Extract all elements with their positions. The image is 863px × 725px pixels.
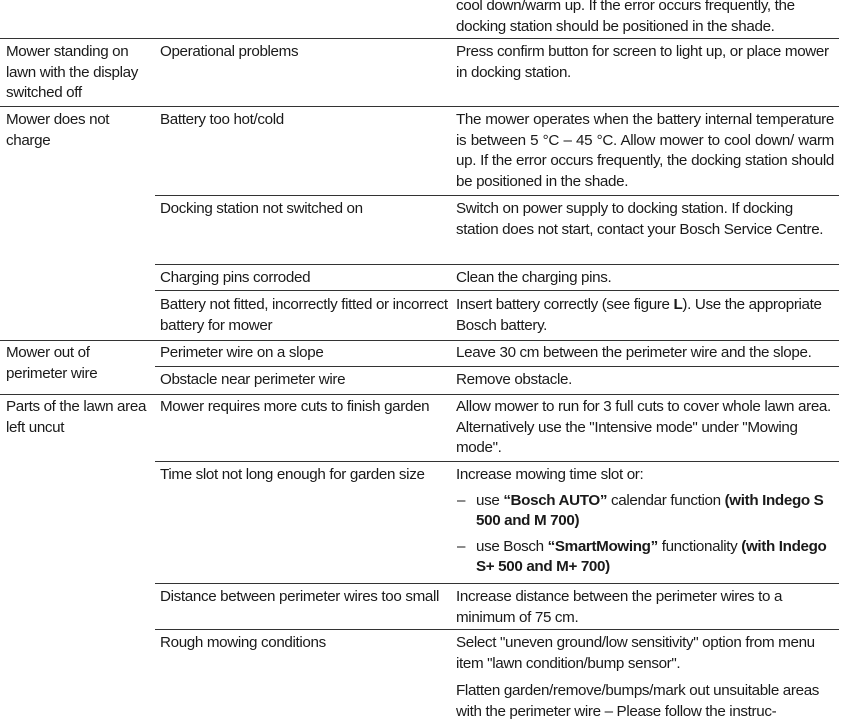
figure-ref: L bbox=[673, 296, 683, 313]
remedy-cell: Switch on power supply to docking station. If docking station does not start, contact your Bosch Service Centre. bbox=[456, 200, 824, 238]
row-divider bbox=[155, 629, 839, 630]
remedy-cell: Leave 30 cm between the perimeter wire and the slope. bbox=[456, 344, 812, 361]
problem-cell: Mower does not charge bbox=[6, 111, 110, 149]
row-divider bbox=[155, 264, 839, 265]
row-divider bbox=[0, 394, 839, 395]
row-divider bbox=[155, 461, 839, 462]
cause-cell: Battery too hot/cold bbox=[160, 111, 284, 128]
cause-cell: Perimeter wire on a slope bbox=[160, 344, 324, 361]
row-divider bbox=[0, 340, 839, 341]
row-divider bbox=[155, 366, 839, 367]
list-item: – use “Bosch AUTO” calendar function (with Indego S 500 and M 700) bbox=[457, 491, 824, 530]
remedy-cell: The mower operates when the battery internal temperature is between 5 °C – 45 °C. Allow mower to cool down/ warm up. If the error occurs frequently, the docking station should be positioned in the shade. bbox=[456, 111, 834, 190]
remedy-cell: Increase mowing time slot or: – use “Bosch AUTO” calendar function (with Indego S 500 and M 700) – use Bosch “SmartMowing” functionality (with Indego S+ 500 and M+ 700) bbox=[456, 465, 834, 578]
cause-cell: Time slot not long enough for garden size bbox=[160, 466, 425, 483]
remedy-cell: Allow mower to run for 3 full cuts to cover whole lawn area. Alternatively use the "Intensive mode" under "Mowing mode". bbox=[456, 398, 831, 457]
list-item: – use Bosch “SmartMowing” functionality (with Indego S+ 500 and M+ 700) bbox=[457, 537, 827, 576]
remedy-cell: Insert battery correctly (see figure L). Use the appropriate Bosch battery. bbox=[456, 296, 822, 334]
row-divider bbox=[155, 195, 839, 196]
cause-cell: Charging pins corroded bbox=[160, 269, 311, 286]
cause-cell: Distance between perimeter wires too small bbox=[160, 588, 440, 605]
problem-cell: Mower standing on lawn with the display switched off bbox=[6, 43, 138, 102]
row-divider bbox=[0, 106, 839, 107]
cause-cell: Operational problems bbox=[160, 43, 299, 60]
remedy-cell: Remove obstacle. bbox=[456, 371, 572, 388]
remedy-cell: Press confirm button for screen to light up, or place mower in docking station. bbox=[456, 43, 829, 81]
row-divider bbox=[0, 38, 839, 39]
cause-cell: Docking station not switched on bbox=[160, 200, 363, 217]
remedy-cell: Select "uneven ground/low sensitivity" option from menu item "lawn condition/bump sensor". Flatten garden/remove/bumps/mark out unsuitable areas with the perimeter wire – Please follow the instruc- bbox=[456, 634, 820, 720]
dash-bullet: – bbox=[457, 491, 466, 509]
row-divider bbox=[155, 583, 839, 584]
cause-cell: Mower requires more cuts to finish garden bbox=[160, 398, 430, 415]
cause-cell: Battery not fitted, incorrectly fitted or incorrect battery for mower bbox=[160, 296, 448, 334]
cause-cell: Obstacle near perimeter wire bbox=[160, 371, 346, 388]
remedy-cell: Increase distance between the perimeter wires to a minimum of 75 cm. bbox=[456, 588, 783, 626]
dash-bullet: – bbox=[457, 537, 466, 555]
remedy-cell: Clean the charging pins. bbox=[456, 269, 612, 286]
cause-cell: Rough mowing conditions bbox=[160, 634, 326, 651]
row-divider bbox=[155, 290, 839, 291]
problem-cell: Mower out of perimeter wire bbox=[6, 344, 98, 382]
remedy-cell: cool down/warm up. If the error occurs frequently, the docking station should be positioned in the shade. bbox=[456, 0, 795, 35]
problem-cell: Parts of the lawn area left uncut bbox=[6, 398, 147, 436]
